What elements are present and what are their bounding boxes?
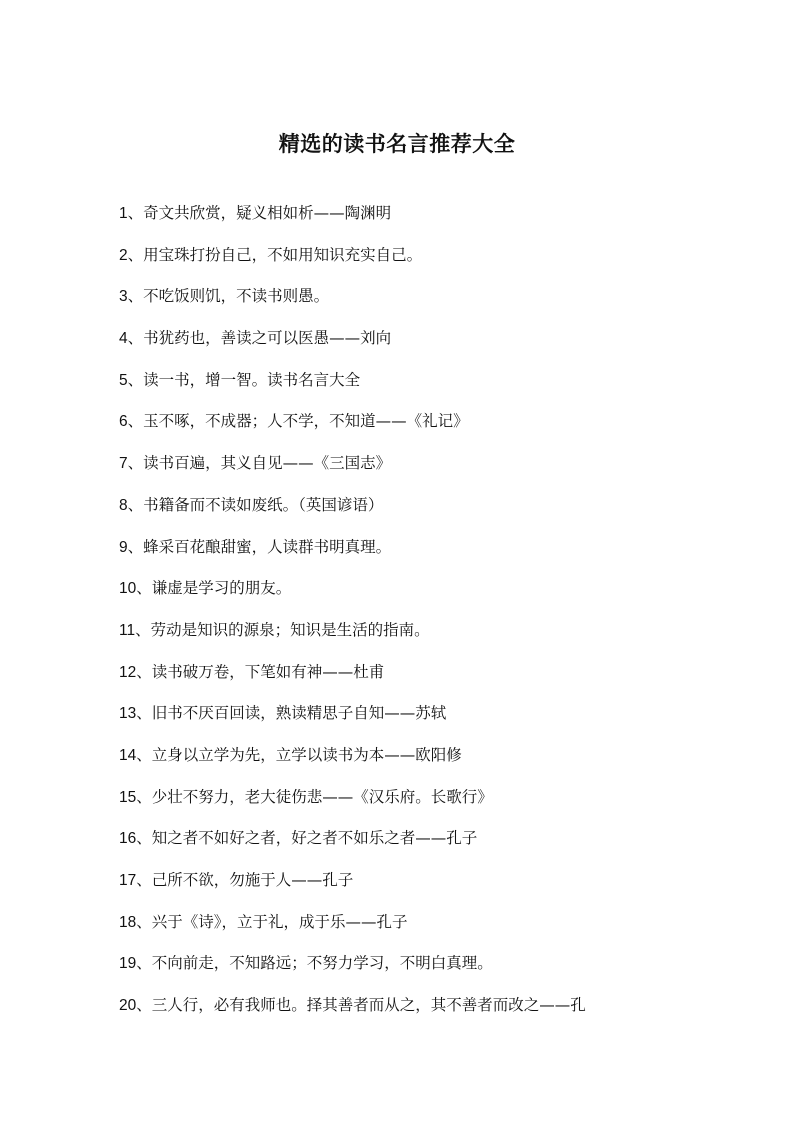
quote-number: 6、 xyxy=(119,413,144,431)
quote-text: 用宝珠打扮自己，不如用知识充实自己。 xyxy=(143,245,423,264)
quote-text: 少壮不努力，老大徒伤悲——《汉乐府。长歌行》 xyxy=(151,787,493,806)
quote-text: 不向前走，不知路远；不努力学习，不明白真理。 xyxy=(151,954,493,973)
list-item xyxy=(119,823,719,865)
quote-text: 奇文共欣赏，疑义相如析——陶渊明 xyxy=(143,204,392,222)
quote-text: 劳动是知识的源泉；知识是生活的指南。 xyxy=(150,620,430,639)
list-item xyxy=(119,615,719,657)
quote-text: 读一书，增一智。读书名言大全 xyxy=(143,370,361,389)
list-item xyxy=(119,406,719,448)
quote-text: 蜂采百花酿甜蜜，人读群书明真理。 xyxy=(143,537,392,556)
quote-number: 1、 xyxy=(119,205,144,222)
list-item xyxy=(119,532,719,574)
list-item xyxy=(119,198,719,240)
quote-number: 17、 xyxy=(119,872,152,889)
quote-text: 三人行，必有我师也。择其善者而从之，其不善者而改之——孔 xyxy=(151,996,586,1015)
list-item xyxy=(119,865,719,907)
quote-number: 7、 xyxy=(119,455,144,473)
quote-text: 书籍备而不读如废纸。（英国谚语） xyxy=(143,495,384,514)
quote-text: 己所不欲，勿施于人——孔子 xyxy=(151,871,354,889)
quote-text: 玉不啄，不成器；人不学，不知道——《礼记》 xyxy=(143,412,469,431)
quote-text: 书犹药也，善读之可以医愚——刘向 xyxy=(143,329,392,348)
page-title: 精选的读书名言推荐大全 xyxy=(278,131,516,156)
quote-number: 19、 xyxy=(119,955,152,973)
quote-text: 立身以立学为先，立学以读书为本——欧阳修 xyxy=(151,745,462,764)
quote-number: 16、 xyxy=(119,830,152,848)
list-item xyxy=(119,323,719,365)
list-item xyxy=(119,990,719,1032)
quote-text: 知之者不如好之者，好之者不如乐之者——孔子 xyxy=(151,829,478,848)
quote-text: 读书破万卷，下笔如有神——杜甫 xyxy=(151,662,385,681)
quote-number: 12、 xyxy=(119,663,152,681)
list-item xyxy=(119,782,719,824)
quote-list xyxy=(119,198,719,1032)
quote-number: 18、 xyxy=(119,913,152,931)
quote-number: 5、 xyxy=(119,371,144,389)
quote-number: 8、 xyxy=(119,496,144,514)
quote-number: 13、 xyxy=(119,705,152,723)
list-item xyxy=(119,740,719,782)
quote-text: 兴于《诗》，立于礼，成于乐——孔子 xyxy=(151,912,408,931)
quote-number: 3、 xyxy=(119,288,144,306)
list-item xyxy=(119,490,719,532)
list-item xyxy=(119,448,719,490)
quote-number: 15、 xyxy=(119,788,152,806)
list-item xyxy=(119,365,719,407)
quote-text: 不吃饭则饥，不读书则愚。 xyxy=(143,287,330,306)
list-item xyxy=(119,948,719,990)
list-item xyxy=(119,573,719,615)
list-item xyxy=(119,907,719,949)
quote-number: 4、 xyxy=(119,330,144,348)
list-item xyxy=(119,240,719,282)
list-item xyxy=(119,657,719,699)
quote-text: 谦虚是学习的朋友。 xyxy=(151,579,292,598)
quote-number: 9、 xyxy=(119,538,144,556)
list-item xyxy=(119,698,719,740)
quote-text: 旧书不厌百回读，熟读精思子自知——苏轼 xyxy=(151,704,447,723)
quote-number: 10、 xyxy=(119,580,152,598)
quote-number: 2、 xyxy=(119,246,144,264)
list-item xyxy=(119,281,719,323)
quote-number: 20、 xyxy=(119,997,152,1015)
quote-number: 11、 xyxy=(119,621,151,639)
quote-number: 14、 xyxy=(119,746,152,764)
quote-text: 读书百遍，其义自见——《三国志》 xyxy=(143,454,392,473)
